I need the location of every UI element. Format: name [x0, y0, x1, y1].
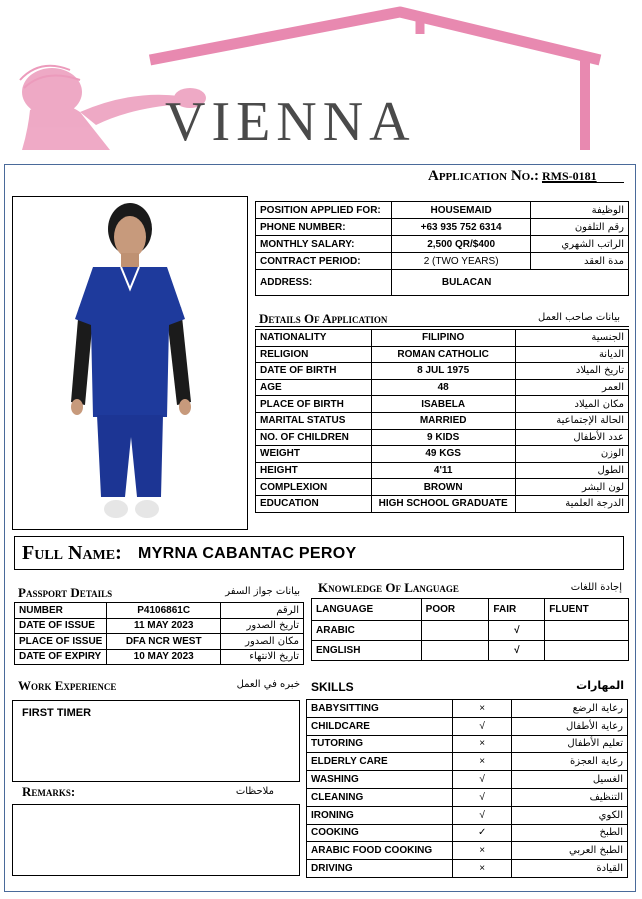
contract-label-ar: مدة العقد [531, 253, 629, 270]
detail-value: BROWN [371, 479, 515, 496]
table-row [256, 270, 629, 296]
skill-name-ar: رعاية الأطفال [512, 717, 628, 735]
details-title-ar: بيانات صاحب العمل [538, 312, 620, 323]
table-row [307, 806, 628, 824]
detail-value: 9 KIDS [371, 429, 515, 446]
passport-value: 11 MAY 2023 [107, 618, 221, 634]
detail-label-ar: الطول [515, 462, 628, 479]
table-row [307, 753, 628, 771]
phone-label: PHONE NUMBER: [256, 219, 392, 236]
detail-label-ar: الدرجة العلمية [515, 495, 628, 512]
phone-value: +63 935 752 6314 [391, 219, 530, 236]
language-name: ARABIC [312, 621, 422, 641]
table-row [307, 860, 628, 878]
table-row [312, 641, 629, 661]
skill-name-ar: رعاية العجزة [512, 753, 628, 771]
table-row [307, 824, 628, 842]
position-label-ar: الوظيفة [531, 202, 629, 219]
detail-label-ar: تاريخ الميلاد [515, 363, 628, 380]
work-experience-value: FIRST TIMER [22, 707, 92, 719]
skill-mark: × [452, 860, 512, 878]
passport-label: NUMBER [15, 603, 107, 619]
table-row [256, 379, 629, 396]
application-number-underline [542, 182, 624, 183]
skill-name-ar: الطبخ العربي [512, 842, 628, 860]
detail-label: MARITAL STATUS [256, 412, 372, 429]
table-row [256, 219, 629, 236]
table-row [256, 462, 629, 479]
skill-name: CHILDCARE [307, 717, 453, 735]
detail-value: HIGH SCHOOL GRADUATE [371, 495, 515, 512]
table-row [15, 649, 304, 665]
skill-name-ar: التنظيف [512, 788, 628, 806]
address-value: BULACAN [391, 270, 628, 296]
skill-name: DRIVING [307, 860, 453, 878]
skill-mark: × [452, 700, 512, 718]
table-row [256, 330, 629, 347]
table-row [256, 236, 629, 253]
table-row [15, 618, 304, 634]
table-row [256, 202, 629, 219]
table-row [307, 788, 628, 806]
passport-title-ar: بيانات جواز السفر [225, 586, 300, 597]
remarks-title: Remarks: [22, 784, 76, 799]
passport-label-ar: مكان الصدور [221, 634, 304, 650]
work-title-ar: خبره في العمل [236, 679, 300, 690]
address-label: ADDRESS: [256, 270, 392, 296]
table-row [256, 396, 629, 413]
detail-label: EDUCATION [256, 495, 372, 512]
passport-label-ar: الرقم [221, 603, 304, 619]
passport-table [14, 602, 304, 665]
table-row [307, 842, 628, 860]
passport-label: DATE OF ISSUE [15, 618, 107, 634]
skills-title-ar: المهارات [576, 679, 624, 692]
table-row [307, 771, 628, 789]
table-row [256, 346, 629, 363]
detail-label-ar: العمر [515, 379, 628, 396]
skill-mark: × [452, 753, 512, 771]
position-label: POSITION APPLIED FOR: [256, 202, 392, 219]
table-row [256, 363, 629, 380]
table-row [307, 700, 628, 718]
skill-mark: × [452, 735, 512, 753]
language-title: Knowledge Of Language [318, 580, 459, 595]
skills-title: SKILLS [311, 680, 354, 694]
language-header: FLUENT [545, 599, 629, 621]
detail-label-ar: عدد الأطفال [515, 429, 628, 446]
skill-mark: √ [452, 788, 512, 806]
work-title: Work Experience [18, 678, 117, 693]
skill-mark: √ [452, 806, 512, 824]
language-fair-mark: √ [489, 621, 545, 641]
detail-label: PLACE OF BIRTH [256, 396, 372, 413]
passport-title: Passport Details [18, 585, 113, 600]
contract-label: CONTRACT PERIOD: [256, 253, 392, 270]
details-title: Details Of Application [259, 311, 388, 326]
table-row [15, 634, 304, 650]
skill-name-ar: تعليم الأطفال [512, 735, 628, 753]
detail-value: ROMAN CATHOLIC [371, 346, 515, 363]
phone-label-ar: رقم التلفون [531, 219, 629, 236]
passport-value: P4106861C [107, 603, 221, 619]
detail-label: AGE [256, 379, 372, 396]
divider [255, 326, 629, 327]
detail-value: 48 [371, 379, 515, 396]
passport-label-ar: تاريخ الانتهاء [221, 649, 304, 665]
table-row [307, 717, 628, 735]
detail-label-ar: مكان الميلاد [515, 396, 628, 413]
detail-label-ar: لون البشر [515, 479, 628, 496]
language-header: LANGUAGE [312, 599, 422, 621]
detail-value: ISABELA [371, 396, 515, 413]
language-poor-mark [421, 621, 489, 641]
skill-name: COOKING [307, 824, 453, 842]
detail-label-ar: الوزن [515, 446, 628, 463]
skill-name: WASHING [307, 771, 453, 789]
skill-mark: × [452, 842, 512, 860]
detail-label: WEIGHT [256, 446, 372, 463]
table-row [307, 735, 628, 753]
application-number-value: RMS-0181 [541, 169, 597, 183]
language-table [311, 598, 629, 661]
table-row [312, 621, 629, 641]
table-row [312, 599, 629, 621]
language-fluent-mark [545, 641, 629, 661]
salary-label: MONTHLY SALARY: [256, 236, 392, 253]
language-name: ENGLISH [312, 641, 422, 661]
skill-name: IRONING [307, 806, 453, 824]
position-table [255, 201, 629, 296]
remarks-value [13, 805, 299, 817]
skill-name-ar: رعاية الرضع [512, 700, 628, 718]
applicant-photo [12, 196, 248, 530]
language-header: POOR [421, 599, 489, 621]
skills-table [306, 699, 628, 878]
vienna-logo [0, 0, 642, 160]
language-header: FAIR [489, 599, 545, 621]
language-title-ar: إجادة اللغات [570, 582, 622, 593]
brand-wordmark: VIENNA [165, 91, 416, 153]
remarks-box [12, 804, 300, 876]
skill-mark: √ [452, 771, 512, 789]
full-name-label: Full Name: [22, 542, 122, 564]
table-row [256, 479, 629, 496]
detail-label: COMPLEXION [256, 479, 372, 496]
detail-label: NO. OF CHILDREN [256, 429, 372, 446]
skill-mark: √ [452, 717, 512, 735]
table-row [256, 253, 629, 270]
detail-label: RELIGION [256, 346, 372, 363]
skill-name: TUTORING [307, 735, 453, 753]
full-name-value: MYRNA CABANTAC PEROY [138, 545, 357, 562]
salary-label-ar: الراتب الشهري [531, 236, 629, 253]
skill-name: ELDERLY CARE [307, 753, 453, 771]
detail-label: HEIGHT [256, 462, 372, 479]
contract-value: 2 (TWO YEARS) [391, 253, 530, 270]
detail-value: 4'11 [371, 462, 515, 479]
table-row [256, 446, 629, 463]
passport-label: DATE OF EXPIRY [15, 649, 107, 665]
detail-value: 8 JUL 1975 [371, 363, 515, 380]
skill-name-ar: القيادة [512, 860, 628, 878]
detail-label-ar: الجنسية [515, 330, 628, 347]
position-value: HOUSEMAID [391, 202, 530, 219]
passport-label: PLACE OF ISSUE [15, 634, 107, 650]
table-row [256, 495, 629, 512]
detail-value: MARRIED [371, 412, 515, 429]
skill-name-ar: الطبخ [512, 824, 628, 842]
skill-name: ARABIC FOOD COOKING [307, 842, 453, 860]
detail-value: 49 KGS [371, 446, 515, 463]
remarks-title-ar: ملاحظات [235, 786, 274, 797]
skill-mark: ✓ [452, 824, 512, 842]
passport-label-ar: تاريخ الصدور [221, 618, 304, 634]
skill-name: CLEANING [307, 788, 453, 806]
details-table [255, 329, 629, 513]
detail-label: DATE OF BIRTH [256, 363, 372, 380]
table-row [256, 429, 629, 446]
passport-value: DFA NCR WEST [107, 634, 221, 650]
detail-label-ar: الحالة الإجتماعية [515, 412, 628, 429]
detail-label-ar: الديانة [515, 346, 628, 363]
table-row [15, 603, 304, 619]
passport-value: 10 MAY 2023 [107, 649, 221, 665]
skill-name: BABYSITTING [307, 700, 453, 718]
language-fair-mark: √ [489, 641, 545, 661]
skill-name-ar: الكوي [512, 806, 628, 824]
language-fluent-mark [545, 621, 629, 641]
salary-value: 2,500 QR/$400 [391, 236, 530, 253]
language-poor-mark [421, 641, 489, 661]
detail-value: FILIPINO [371, 330, 515, 347]
skill-name-ar: الغسيل [512, 771, 628, 789]
application-number-label: Application No.: [428, 168, 539, 184]
detail-label: NATIONALITY [256, 330, 372, 347]
table-row [256, 412, 629, 429]
